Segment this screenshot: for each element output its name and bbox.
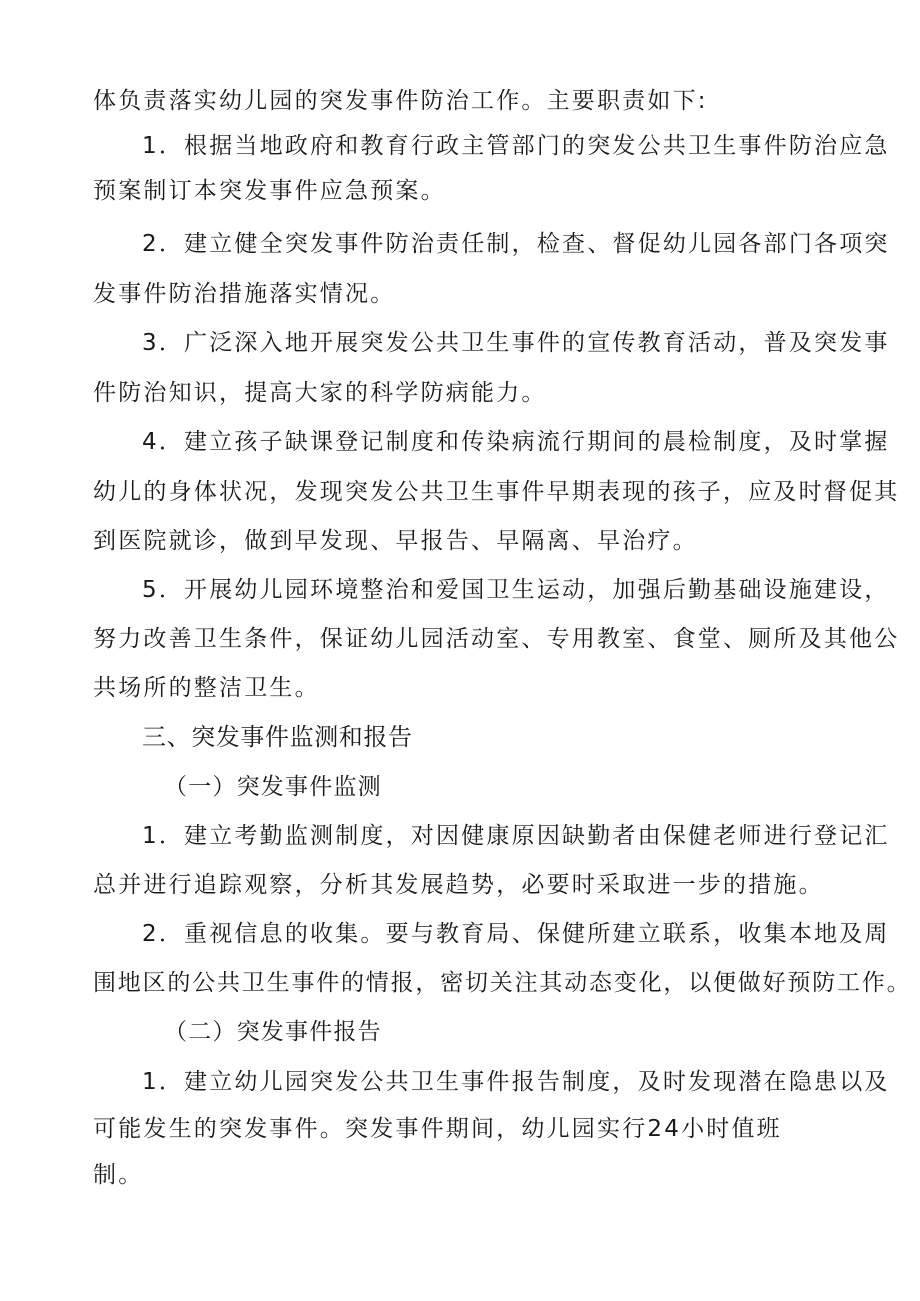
duty-3-line-1: 3．广泛深入地开展突发公共卫生事件的宣传教育活动，普及突发事 bbox=[142, 330, 890, 356]
duty-1-line-1: 1．根据当地政府和教育行政主管部门的突发公共卫生事件防治应急 bbox=[142, 133, 890, 159]
reporting-1-line-2: 可能发生的突发事件。突发事件期间，幼儿园实行24小时值班 bbox=[93, 1116, 782, 1142]
reporting-1-line-1: 1．建立幼儿园突发公共卫生事件报告制度，及时发现潜在隐患以及 bbox=[142, 1069, 890, 1095]
duty-4-line-1: 4．建立孩子缺课登记制度和传染病流行期间的晨检制度，及时掌握 bbox=[142, 429, 890, 455]
duty-1-line-2: 预案制订本突发事件应急预案。 bbox=[93, 178, 446, 204]
duty-4-line-3: 到医院就诊，做到早发现、早报告、早隔离、早治疗。 bbox=[93, 528, 698, 554]
duty-4-line-2: 幼儿的身体状况，发现突发公共卫生事件早期表现的孩子，应及时督促其 bbox=[93, 479, 900, 505]
monitoring-2-line-2: 围地区的公共卫生事件的情报，密切关注其动态变化，以便做好预防工作。 bbox=[93, 970, 912, 996]
duty-5-line-2: 努力改善卫生条件，保证幼儿园活动室、专用教室、食堂、厕所及其他公 bbox=[93, 626, 900, 652]
monitoring-2-line-1: 2．重视信息的收集。要与教育局、保健所建立联系，收集本地及周 bbox=[142, 921, 890, 947]
reporting-heading: （二）突发事件报告 bbox=[164, 1019, 382, 1045]
duty-2-line-2: 发事件防治措施落实情况。 bbox=[93, 281, 396, 307]
duty-5-line-1: 5．开展幼儿园环境整治和爱国卫生运动，加强后勤基础设施建设， bbox=[142, 577, 890, 603]
duty-3-line-2: 件防治知识，提高大家的科学防病能力。 bbox=[93, 380, 547, 406]
monitoring-1-line-2: 总并进行追踪观察，分析其发展趋势，必要时采取进一步的措施。 bbox=[93, 872, 824, 898]
section-3-heading: 三、突发事件监测和报告 bbox=[142, 723, 413, 751]
duty-2-line-1: 2．建立健全突发事件防治责任制，检查、督促幼儿园各部门各项突 bbox=[142, 231, 890, 257]
monitoring-heading: （一）突发事件监测 bbox=[164, 774, 382, 800]
monitoring-1-line-1: 1．建立考勤监测制度，对因健康原因缺勤者由保健老师进行登记汇 bbox=[142, 823, 890, 849]
duty-5-line-3: 共场所的整洁卫生。 bbox=[93, 675, 320, 701]
intro-line: 体负责落实幼儿园的突发事件防治工作。主要职责如下: bbox=[93, 88, 708, 114]
reporting-1-line-3: 制。 bbox=[93, 1162, 144, 1188]
